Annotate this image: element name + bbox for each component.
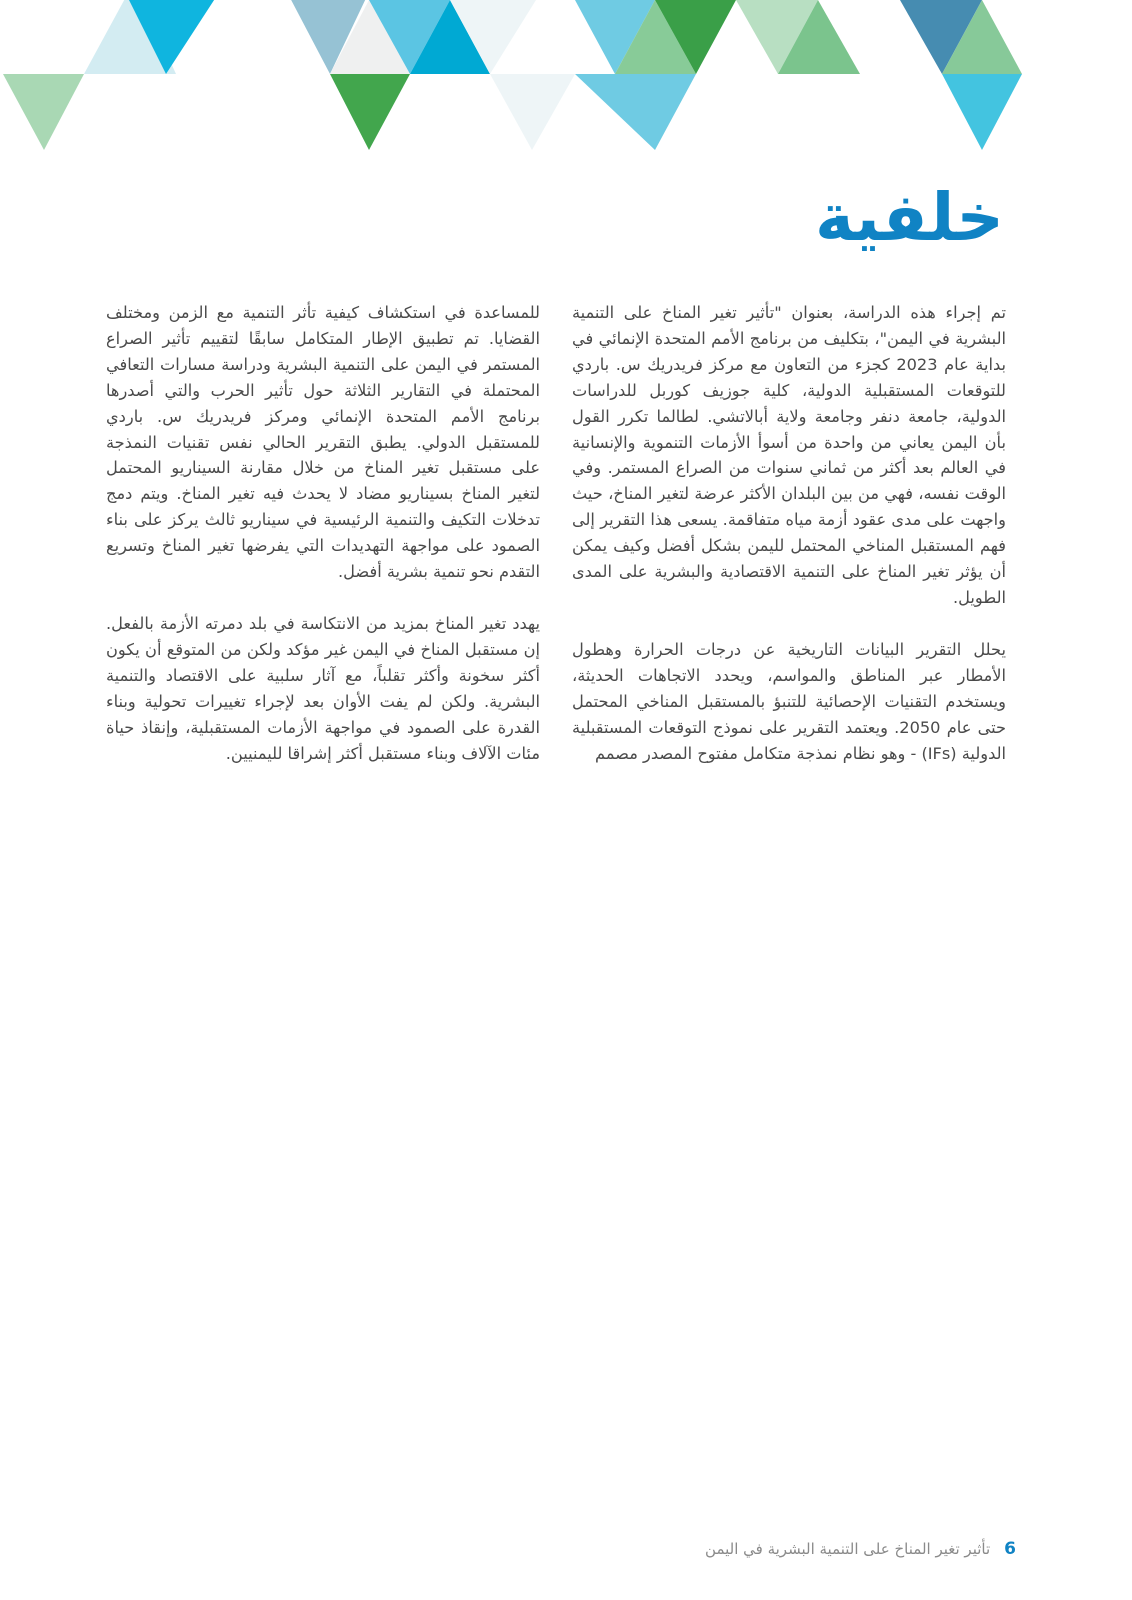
- paragraph: يحلل التقرير البيانات التاريخية عن درجات الحرارة وهطول الأمطار عبر المناطق والمواسم، ويحدد الاتجاهات الحديثة، ويستخدم التقنيات الإحصائية للتنبؤ بالمستقبل المناخي المحتمل حتى عام 2050. ويعتمد التقرير على نموذج التوقعات المستقبلية الدولية (IFs) - وهو نظام نمذجة متكامل مفتوح المصدر مصمم: [572, 639, 1006, 763]
- paragraph: للمساعدة في استكشاف كيفية تأثر التنمية مع الزمن ومختلف القضايا. تم تطبيق الإطار المتكامل سابقًا لتقييم تأثير الصراع المستمر في اليمن على التنمية البشرية ودراسة مسارات التعافي المحتملة في التقارير الثلاثة حول تأثير الحرب والتي أصدرها برنامج الأمم المتحدة الإنمائي ومركز فريدريك س. باردي للمستقبل الدولي. يطبق التقرير الحالي نفس تقنيات النمذجة على مستقبل تغير المناخ من خلال مقارنة السيناريو المحتمل لتغير المناخ بسيناريو مضاد لا يحدث فيه تغير المناخ. ويتم دمج تدخلات التكيف والتنمية الرئيسية في سيناريو ثالث يركز على بناء الصمود على مواجهة التهديدات التي يفرضها تغير المناخ وتسريع التقدم نحو تنمية بشرية أفضل.: [106, 303, 540, 582]
- triangle-aqua: [942, 74, 1022, 150]
- text-column-right: [572, 300, 1006, 792]
- text-column-left: [106, 300, 540, 792]
- page-title: خلفية: [815, 179, 1004, 256]
- paragraph: تم إجراء هذه الدراسة، بعنوان "تأثير تغير المناخ على التنمية البشرية في اليمن"، بتكليف من برنامج الأمم المتحدة الإنمائي في بداية عام 2023 كجزء من التعاون مع مركز فريدريك س. باردي للتوقعات المستقبلية الدولية، كلية جوزيف كوربل للدراسات الدولية، جامعة دنفر وجامعة ولاية أبالاتشي. لطالما تكرر القول بأن اليمن يعاني من واحدة من أسوأ الأزمات التنموية والإنسانية في العالم بعد أكثر من ثماني سنوات من الصراع المستمر. وفي الوقت نفسه، فهي من بين البلدان الأكثر عرضة لتغير المناخ، حيث واجهت على مدى عقود أزمة مياه متفاقمة. يسعى هذا التقرير إلى فهم المستقبل المناخي المحتمل لليمن بشكل أفضل وكيف يمكن أن يؤثر تغير المناخ على التنمية الاقتصادية والبشرية على المدى الطويل.: [572, 303, 1006, 607]
- page-number: 6: [1004, 1539, 1016, 1559]
- triangle-green: [330, 74, 410, 150]
- triangle-light-green: [3, 74, 84, 150]
- page-footer: [705, 1539, 1016, 1559]
- triangle-mid-blue-low: [575, 74, 696, 150]
- triangle-faint-blue-low: [490, 74, 575, 150]
- footer-report-title: تأثير تغير المناخ على التنمية البشرية في اليمن: [705, 1540, 991, 1558]
- decorative-triangle-banner: [0, 0, 1132, 160]
- paragraph: يهدد تغير المناخ بمزيد من الانتكاسة في بلد دمرته الأزمة بالفعل. إن مستقبل المناخ في اليمن غير مؤكد ولكن من المتوقع أن يكون أكثر سخونة وأكثر تقلباً، مع آثار سلبية على الاقتصاد والتنمية البشرية. ولكن لم يفت الأوان بعد لإجراء تغييرات تحولية وبناء القدرة على الصمود في مواجهة الأزمات المستقبلية، وإنقاذ حياة مئات الآلاف وبناء مستقبل أكثر إشراقا لليمنيين.: [106, 613, 540, 763]
